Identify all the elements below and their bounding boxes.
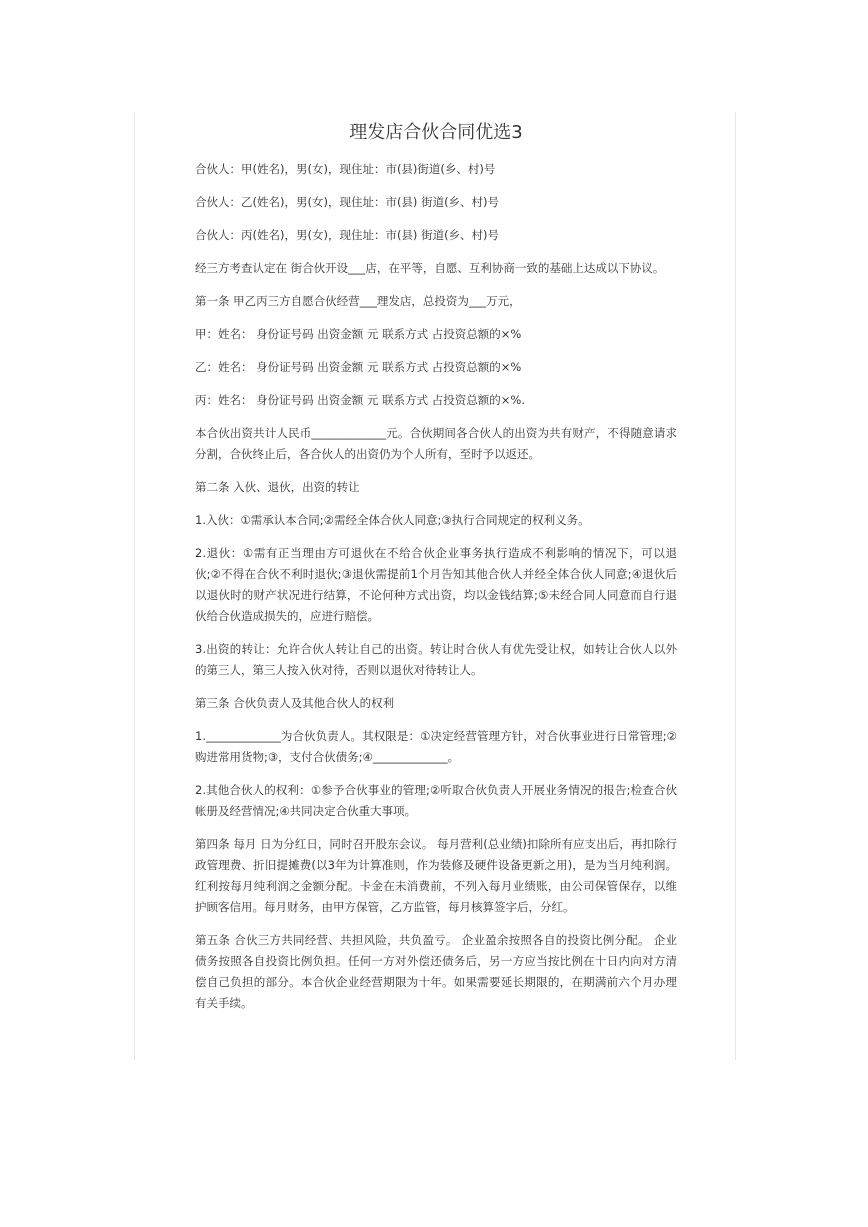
paragraph-article-5: 第五条 合伙三方共同经营、共担风险，共负盈亏。 企业盈余按照各自的投资比例分配。 企业债务按照各自投资比例负担。任何一方对外偿还债务后，另一方应当按比例在十日内向对方清偿自己负担的部分。本合伙企业经营期限为十年。如果需要延长期限的，在期满前六个月办理有关手续。 [195,933,677,1010]
paragraph-article-1: 第一条 甲乙丙三方自愿合伙经营___理发店，总投资为___万元， [195,294,521,308]
paragraph-withdrawal: 2.退伙：①需有正当理由方可退伙在不给合伙企业事务执行造成不利影响的情况下，可以退伙;②不得在合伙不利时退伙;③退伙需提前1个月告知其他合伙人并经全体合伙人同意;④退伙后以退伙时的财产状况进行结算，不论何种方式出资，均以金钱结算;⑤未经合同人同意而自行退伙给合伙造成损失的，应进行赔偿。 [195,546,677,623]
paragraph-joining: 1.入伙：①需承认本合同;②需经全体合伙人同意;③执行合同规定的权利义务。 [195,513,590,527]
paragraph-article-3: 第三条 合伙负责人及其他合伙人的权利 [195,696,395,710]
paragraph-partner-b: 合伙人：乙(姓名)，男(女)，现住址：市(县) 街道(乡、村)号 [195,195,500,209]
paragraph-partner-rights: 2.其他合伙人的权利：①参予合伙事业的管理;②听取合伙负责人开展业务情况的报告;检查合伙帐册及经营情况;④共同决定合伙重大事项。 [195,783,677,818]
paragraph-partner-a: 合伙人：甲(姓名)，男(女)，现住址：市(县)街道(乡、村)号 [195,162,496,176]
paragraph-investor-b: 乙：姓名： 身份证号码 出资金额 元 联系方式 占投资总额的×% [195,360,522,374]
paragraph-article-4: 第四条 每月 日为分红日，同时召开股东会议。 每月营利(总业绩)扣除所有应支出后，再扣除行政管理费、折旧提摊费(以3年为计算准则，作为装修及硬件设备更新之用)，是为当月纯利润。红利按每月纯利润之金额分配。卡金在未消费前，不列入每月业绩账，由公司保管保存，以维护顾客信用。每月财务，由甲方保管，乙方监管，每月核算签字后，分红。 [195,837,677,914]
paragraph-transfer: 3.出资的转让：允许合伙人转让自己的出资。转让时合伙人有优先受让权，如转让合伙人以外的第三人，第三人按入伙对待，否则以退伙对待转让人。 [195,642,677,677]
paragraph-investor-a: 甲：姓名： 身份证号码 出资金额 元 联系方式 占投资总额的×% [195,327,522,341]
document-page [134,112,736,1060]
paragraph-partner-c: 合伙人：丙(姓名)，男(女)，现住址：市(县) 街道(乡、村)号 [195,228,500,242]
paragraph-article-2: 第二条 入伙、退伙，出资的转让 [195,480,360,494]
paragraph-total-capital: 本合伙出资共计人民币_____________元。合伙期间各合伙人的出资为共有财产，不得随意请求分割，合伙终止后，各合伙人的出资仍为个人所有，至时予以返还。 [195,426,677,461]
document-content [195,120,677,1026]
document-title: 理发店合伙合同优选3 [349,122,523,143]
paragraph-manager-rights: 1._____________为合伙负责人。其权限是：①决定经营管理方针，对合伙事业进行日常管理;②购进常用货物;③，支付合伙债务;④_____________。 [195,729,677,764]
paragraph-investor-c: 丙：姓名： 身份证号码 出资金额 元 联系方式 占投资总额的×%. [195,393,525,407]
paragraph-preamble: 经三方考查认定在 街合伙开设___店，在平等，自愿、互利协商一致的基础上达成以下协议。 [195,261,665,275]
